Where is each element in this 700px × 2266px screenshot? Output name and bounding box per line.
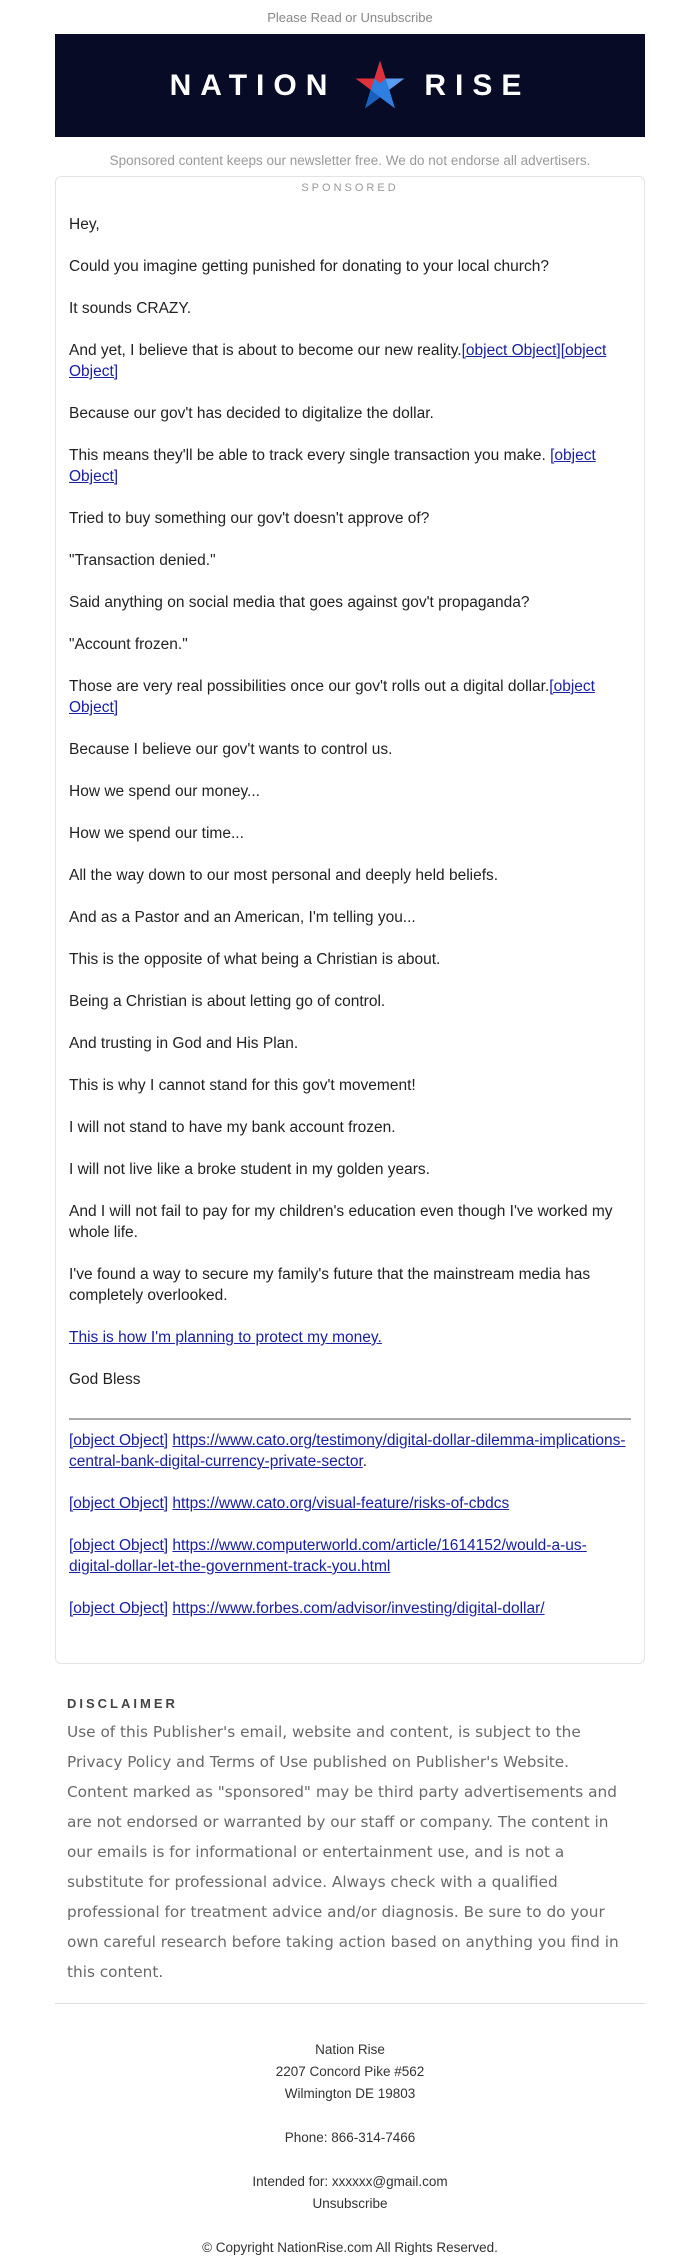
source-url-link[interactable]: https://www.cato.org/visual-feature/risks-of-cbdcs	[172, 1495, 510, 1512]
sources-divider	[69, 1418, 631, 1420]
reference-link-1[interactable]: [object Object]	[461, 342, 561, 359]
paragraph-14: All the way down to our most personal and deeply held beliefs.	[69, 867, 499, 884]
paragraph-1: Could you imagine getting punished for donating to your local church?	[69, 258, 549, 275]
paragraph-10-text: Those are very real possibilities once our gov't rolls out a digital dollar.	[69, 678, 550, 695]
cta-link[interactable]: This is how I'm planning to protect my money.	[69, 1329, 382, 1346]
brand-banner	[55, 34, 645, 137]
paragraph-20: I will not stand to have my bank account frozen.	[69, 1119, 396, 1136]
cta-paragraph	[69, 1327, 631, 1348]
footer-phone: Phone: 866-314-7466	[284, 2130, 416, 2145]
source-url-link[interactable]: https://www.forbes.com/advisor/investing/digital-dollar/	[172, 1600, 545, 1617]
sponsored-label: SPONSORED	[301, 182, 399, 194]
footer-address-line-1: 2207 Concord Pike #562	[275, 2064, 425, 2079]
source-item-1	[69, 1430, 631, 1472]
greeting: Hey,	[69, 216, 100, 233]
paragraph-10	[69, 676, 631, 718]
paragraph-23: I've found a way to secure my family's future that the mainstream media has completely overlooked.	[69, 1266, 591, 1304]
paragraph-15: And as a Pastor and an American, I'm telling you...	[69, 909, 416, 926]
source-item-4	[69, 1598, 631, 1619]
disclaimer-body: Use of this Publisher's email, website and content, is subject to the Privacy Policy and Terms of Use published on Publisher's Website. Content marked as "sponsored" may be third party advertisements and are not endorsed or warranted by our staff or company. The content in our emails is for informational or entertainment use, and is not a substitute for professional advice. Always check with a qualified professional for treatment advice and/or diagnosis. Be sure to do your own careful research before taking action based on anything you find in this content.	[67, 1723, 619, 1981]
paragraph-22: And I will not fail to pay for my children's education even though I've worked my whole life.	[69, 1203, 613, 1241]
source-item-3	[69, 1535, 631, 1577]
reference-link-4[interactable]: [object Object]	[69, 678, 595, 716]
footer-copyright: © Copyright NationRise.com All Rights Reserved.	[202, 2240, 498, 2255]
paragraph-2: It sounds CRAZY.	[69, 300, 192, 317]
paragraph-3	[69, 340, 631, 382]
footer-intended-for: Intended for: xxxxxx@gmail.com	[252, 2174, 448, 2189]
paragraph-9: "Account frozen."	[69, 636, 188, 653]
reference-link-3[interactable]: [object Object]	[69, 447, 596, 485]
paragraph-8: Said anything on social media that goes against gov't propaganda?	[69, 594, 530, 611]
source-url-link[interactable]: https://www.cato.org/testimony/digital-dollar-dilemma-implications-central-bank-digital-currency-private-sector	[69, 1432, 626, 1470]
footer	[0, 2004, 700, 2259]
top-note[interactable]: Please Read or Unsubscribe	[267, 10, 433, 25]
signoff: God Bless	[69, 1371, 141, 1388]
paragraph-11: Because I believe our gov't wants to control us.	[69, 741, 393, 758]
source-ref-link[interactable]: [object Object]	[69, 1495, 169, 1512]
logo-word-left: NATION	[169, 68, 337, 102]
source-item-2	[69, 1493, 631, 1514]
paragraph-13: How we spend our time...	[69, 825, 244, 842]
star-icon	[352, 58, 408, 114]
paragraph-5	[69, 445, 631, 487]
source-url-link[interactable]: https://www.computerworld.com/article/1614152/would-a-us-digital-dollar-let-the-government-track-you.html	[69, 1537, 587, 1575]
paragraph-5-text: This means they'll be able to track every single transaction you make.	[69, 447, 546, 464]
paragraph-4: Because our gov't has decided to digitalize the dollar.	[69, 405, 434, 422]
paragraph-17: Being a Christian is about letting go of control.	[69, 993, 386, 1010]
source-ref-link[interactable]: [object Object]	[69, 1600, 169, 1617]
paragraph-3-text: And yet, I believe that is about to become our new reality.	[69, 342, 462, 359]
source-ref-link[interactable]: [object Object]	[69, 1432, 169, 1449]
paragraph-12: How we spend our money...	[69, 783, 260, 800]
logo-word-right: RISE	[424, 68, 531, 102]
source-ref-link[interactable]: [object Object]	[69, 1537, 169, 1554]
paragraph-16: This is the opposite of what being a Christian is about.	[69, 951, 441, 968]
paragraph-18: And trusting in God and His Plan.	[69, 1035, 299, 1052]
paragraph-7: "Transaction denied."	[69, 552, 216, 569]
footer-address-line-2: Wilmington DE 19803	[284, 2086, 416, 2101]
reference-link-2[interactable]: [object Object]	[69, 342, 607, 380]
unsubscribe-link[interactable]: Unsubscribe	[312, 2196, 388, 2211]
paragraph-21: I will not live like a broke student in my golden years.	[69, 1161, 430, 1178]
paragraph-6: Tried to buy something our gov't doesn't approve of?	[69, 510, 430, 527]
disclaimer-title: DISCLAIMER	[67, 1696, 178, 1711]
sponsored-card	[55, 176, 645, 1664]
sponsor-note: Sponsored content keeps our newsletter free. We do not endorse all advertisers.	[109, 153, 591, 168]
disclaimer-section	[55, 1664, 645, 2003]
footer-company: Nation Rise	[315, 2042, 385, 2057]
paragraph-19: This is why I cannot stand for this gov't movement!	[69, 1077, 416, 1094]
source-tail: .	[362, 1453, 368, 1470]
